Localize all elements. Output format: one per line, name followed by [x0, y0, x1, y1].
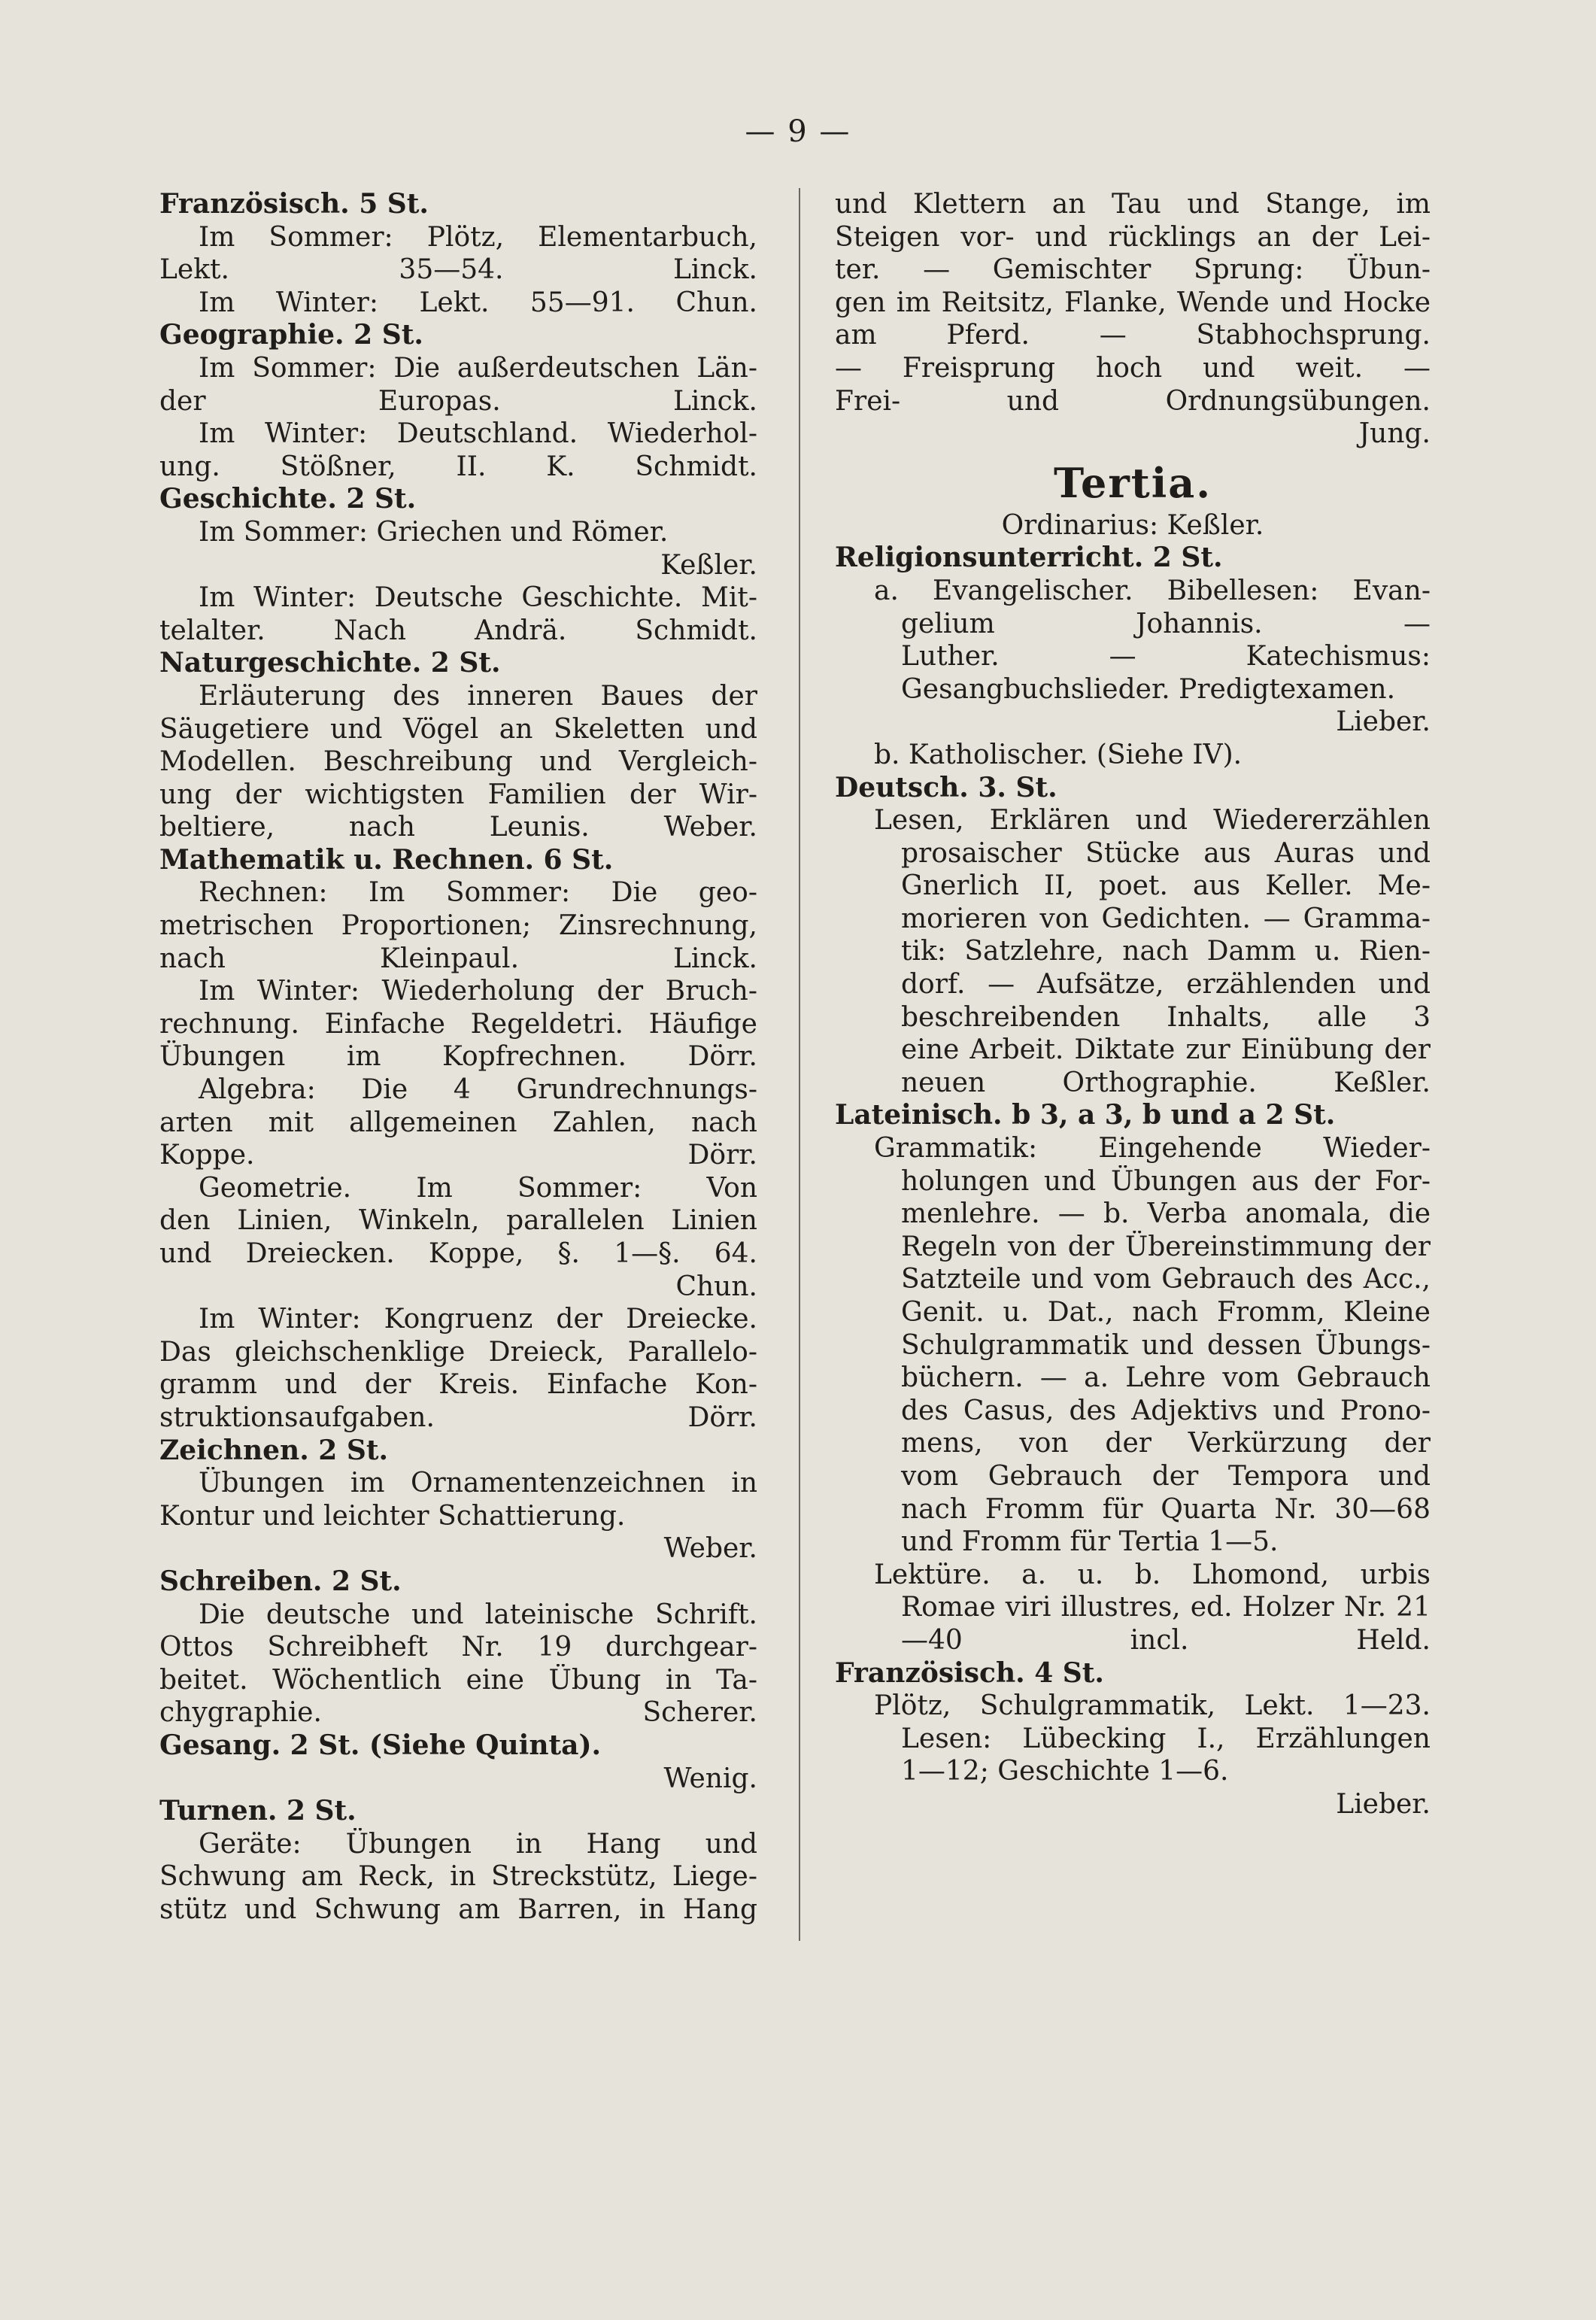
text-line: Gesangbuchslieder. Predigtexamen. — [901, 673, 1396, 705]
column-divider — [799, 188, 800, 1941]
text-line: beitet. Wöchentlich eine Übung in Ta- — [159, 1664, 757, 1696]
text-line: ung. Stößner, II. K. Schmidt. — [159, 451, 757, 482]
right-column — [835, 188, 1431, 1821]
text-line: struktionsaufgaben. Dörr. — [159, 1401, 757, 1433]
text-line: Lektüre. a. u. b. Lhomond, urbis — [874, 1559, 1431, 1590]
subject-heading: Geographie. 2 St. — [159, 319, 423, 351]
text-line: beschreibenden Inhalts, alle 3 — [901, 1001, 1431, 1033]
text-line: Luther. — Katechismus: — [901, 641, 1431, 673]
text-line: am Pferd. — Stabhochsprung. — [835, 320, 1431, 351]
text-line: Die deutsche und lateinische Schrift. — [199, 1599, 757, 1630]
text-line: Im Sommer: Plötz, Elementarbuch, — [199, 221, 757, 253]
text-line: Koppe. Dörr. — [159, 1140, 757, 1171]
text-line: Geräte: Übungen in Hang und — [199, 1828, 757, 1860]
subject-heading: Deutsch. 3. St. — [835, 771, 1057, 803]
text-line: ung der wichtigsten Familien der Wir- — [159, 779, 757, 810]
text-line: Übungen im Kopfrechnen. Dörr. — [159, 1041, 757, 1073]
text-line: beltiere, nach Leunis. Weber. — [159, 812, 757, 843]
text-line: Lieber. — [1336, 706, 1431, 738]
text-line: nach Fromm für Quarta Nr. 30—68 — [901, 1493, 1431, 1525]
subject-heading: Religionsunterricht. 2 St. — [835, 542, 1223, 574]
text-line: Erläuterung des inneren Baues der — [199, 680, 757, 712]
text-line: Lesen: Lübecking I., Erzählungen — [901, 1723, 1431, 1754]
text-line: ter. — Gemischter Sprung: Übun- — [835, 254, 1431, 286]
text-line: vom Gebrauch der Tempora und — [901, 1460, 1431, 1492]
text-line: und Klettern an Tau und Stange, im — [835, 189, 1431, 220]
text-line: a. Evangelischer. Bibellesen: Evan- — [874, 575, 1431, 606]
text-line: metrischen Proportionen; Zinsrechnung, — [159, 910, 757, 942]
text-line: Schulgrammatik und dessen Übungs- — [901, 1329, 1431, 1361]
subject-heading: Gesang. 2 St. (Siehe Quinta). — [159, 1729, 602, 1761]
section-heading: Tertia. — [1053, 458, 1212, 507]
text-line: des Casus, des Adjektivs und Prono- — [901, 1395, 1431, 1426]
subject-heading: Lateinisch. b 3, a 3, b und a 2 St. — [835, 1099, 1336, 1131]
text-line: gen im Reitsitz, Flanke, Wende und Hocke — [835, 287, 1431, 318]
text-line: Im Winter: Deutsche Geschichte. Mit- — [199, 582, 757, 614]
text-line: Algebra: Die 4 Grundrechnungs- — [199, 1074, 757, 1106]
text-line: Übungen im Ornamentenzeichnen in — [199, 1468, 757, 1499]
text-line: Chun. — [675, 1271, 757, 1302]
subject-heading: Geschichte. 2 St. — [159, 483, 417, 515]
text-line: holungen und Übungen aus der For- — [901, 1165, 1431, 1197]
text-line: Modellen. Beschreibung und Vergleich- — [159, 746, 757, 778]
text-line: und Dreiecken. Koppe, §. 1—§. 64. — [159, 1238, 757, 1269]
text-line: —40 incl. Held. — [901, 1624, 1431, 1656]
text-line: Ordinarius: Keßler. — [1001, 509, 1264, 541]
text-line: Im Winter: Kongruenz der Dreiecke. — [199, 1304, 757, 1335]
text-line: — Freisprung hoch und weit. — — [835, 352, 1431, 384]
text-line: Ottos Schreibheft Nr. 19 durchgear- — [159, 1632, 757, 1663]
text-line: Säugetiere und Vögel an Skeletten und — [159, 713, 757, 745]
text-line: Im Winter: Lekt. 55—91. Chun. — [199, 287, 757, 318]
text-line: Im Winter: Deutschland. Wiederhol- — [199, 418, 757, 450]
text-line: Frei- und Ordnungsübungen. — [835, 385, 1431, 417]
text-line: büchern. — a. Lehre vom Gebrauch — [901, 1362, 1431, 1394]
text-line: 1—12; Geschichte 1—6. — [901, 1756, 1229, 1787]
page-number: — 9 — — [745, 114, 851, 149]
text-line: b. Katholischer. (Siehe IV). — [874, 739, 1243, 770]
text-line: Regeln von der Übereinstimmung der — [901, 1231, 1431, 1262]
text-line: Romae viri illustres, ed. Holzer Nr. 21 — [901, 1592, 1431, 1623]
text-line: Kontur und leichter Schattierung. — [159, 1500, 626, 1532]
text-line: Lieber. — [1336, 1788, 1431, 1820]
text-line: Gnerlich II, poet. aus Keller. Me- — [901, 870, 1431, 902]
text-line: und Fromm für Tertia 1—5. — [901, 1526, 1279, 1558]
text-line: gelium Johannis. — — [901, 608, 1431, 639]
subject-heading: Schreiben. 2 St. — [159, 1565, 402, 1597]
subject-heading: Französisch. 4 St. — [835, 1656, 1104, 1689]
text-line: Plötz, Schulgrammatik, Lekt. 1—23. — [874, 1690, 1431, 1722]
text-line: Lekt. 35—54. Linck. — [159, 254, 757, 286]
text-line: dorf. — Aufsätze, erzählenden und — [901, 969, 1431, 1001]
text-line: den Linien, Winkeln, parallelen Linien — [159, 1205, 757, 1237]
text-line: menlehre. — b. Verba anomala, die — [901, 1198, 1431, 1230]
text-line: Lesen, Erklären und Wiedererzählen — [874, 805, 1431, 837]
text-line: telalter. Nach Andrä. Schmidt. — [159, 615, 757, 646]
text-line: Geometrie. Im Sommer: Von — [199, 1172, 757, 1204]
text-line: chygraphie. Scherer. — [159, 1697, 757, 1729]
text-line: Das gleichschenklige Dreieck, Parallelo- — [159, 1336, 757, 1368]
left-column — [159, 188, 757, 1926]
text-line: Steigen vor- und rücklings an der Lei- — [835, 221, 1431, 253]
text-line: eine Arbeit. Diktate zur Einübung der — [901, 1034, 1431, 1066]
text-line: Jung. — [1358, 418, 1431, 450]
text-line: neuen Orthographie. Keßler. — [901, 1067, 1431, 1098]
text-line: Weber. — [663, 1533, 757, 1565]
text-line: arten mit allgemeinen Zahlen, nach — [159, 1107, 757, 1138]
text-line: Keßler. — [660, 549, 757, 581]
subject-heading: Naturgeschichte. 2 St. — [159, 647, 501, 679]
text-line: stütz und Schwung am Barren, in Hang — [159, 1893, 757, 1925]
text-line: mens, von der Verkürzung der — [901, 1428, 1431, 1459]
subject-heading: Turnen. 2 St. — [159, 1795, 357, 1827]
text-line: Im Sommer: Griechen und Römer. — [199, 516, 669, 548]
subject-heading: Mathematik u. Rechnen. 6 St. — [159, 843, 614, 876]
text-line: rechnung. Einfache Regeldetri. Häufige — [159, 1008, 757, 1040]
text-line: gramm und der Kreis. Einfache Kon- — [159, 1369, 757, 1401]
text-line: Satzteile und vom Gebrauch des Acc., — [901, 1264, 1431, 1295]
text-line: morieren von Gedichten. — Gramma- — [901, 903, 1431, 934]
text-line: Genit. u. Dat., nach Fromm, Kleine — [901, 1297, 1431, 1328]
text-line: Rechnen: Im Sommer: Die geo- — [199, 877, 757, 909]
text-line: Im Winter: Wiederholung der Bruch- — [199, 976, 757, 1007]
text-line: Grammatik: Eingehende Wieder- — [874, 1133, 1431, 1165]
subject-heading: Französisch. 5 St. — [159, 188, 429, 220]
text-line: nach Kleinpaul. Linck. — [159, 943, 757, 974]
subject-heading: Zeichnen. 2 St. — [159, 1434, 389, 1466]
text-line: tik: Satzlehre, nach Damm u. Rien- — [901, 936, 1431, 967]
text-line: prosaischer Stücke aus Auras und — [901, 837, 1431, 869]
text-line: der Europas. Linck. — [159, 385, 757, 417]
text-line: Schwung am Reck, in Streckstütz, Liege- — [159, 1861, 757, 1893]
text-line: Wenig. — [663, 1763, 757, 1794]
text-line: Im Sommer: Die außerdeutschen Län- — [199, 352, 757, 384]
